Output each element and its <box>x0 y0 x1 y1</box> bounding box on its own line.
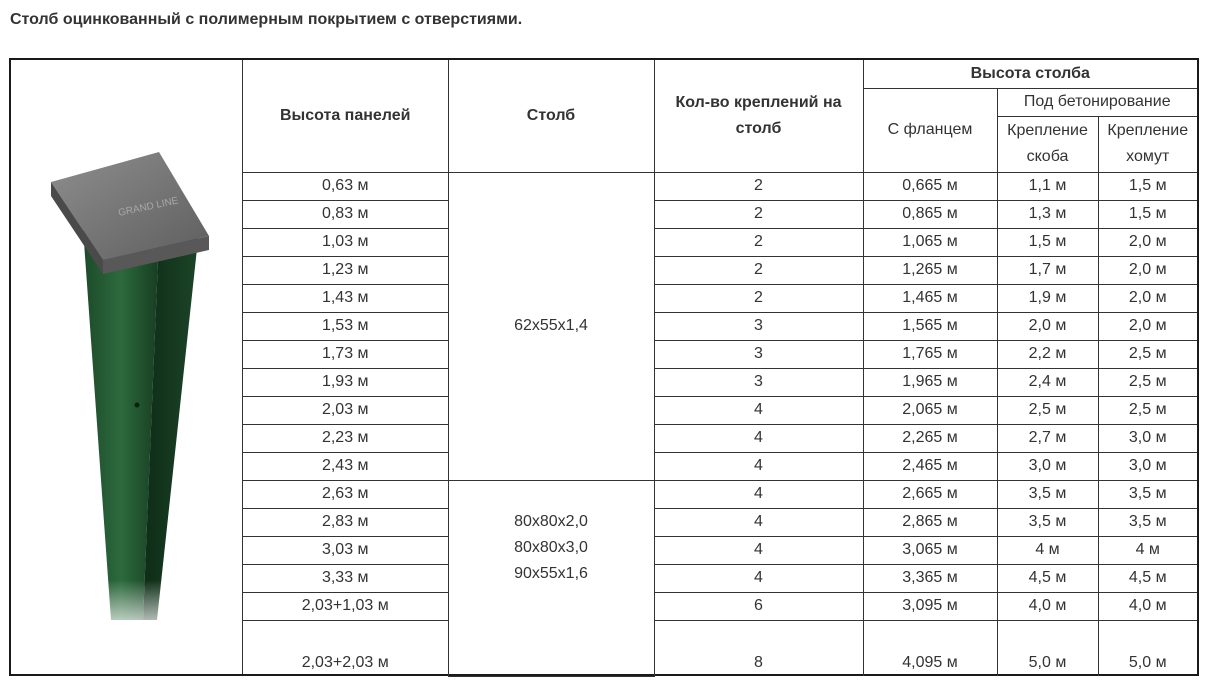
clamp-height-cell: 2,5 м <box>1098 368 1197 396</box>
clamp-height-cell: 2,5 м <box>1098 396 1197 424</box>
fasteners-cell: 6 <box>654 592 863 620</box>
clamp-height-cell: 2,0 м <box>1098 256 1197 284</box>
fence-post-image <box>11 60 242 674</box>
bracket-height-cell: 3,5 м <box>997 480 1098 508</box>
bracket-height-cell: 3,0 м <box>997 452 1098 480</box>
header-post: Столб <box>448 60 654 172</box>
table-row <box>243 340 1197 368</box>
fasteners-cell: 4 <box>654 480 863 508</box>
bracket-height-cell: 1,7 м <box>997 256 1098 284</box>
clamp-height-cell: 2,5 м <box>1098 340 1197 368</box>
flange-height-cell: 1,565 м <box>863 312 997 340</box>
table-row <box>243 592 1197 620</box>
spec-table <box>243 60 1197 677</box>
bracket-height-cell: 5,0 м <box>997 620 1098 676</box>
clamp-height-cell: 3,0 м <box>1098 452 1197 480</box>
clamp-height-cell: 3,5 м <box>1098 508 1197 536</box>
table-row <box>243 480 1197 508</box>
table-row <box>243 396 1197 424</box>
fasteners-cell: 2 <box>654 284 863 312</box>
header-bracket: Крепление скоба <box>997 116 1098 172</box>
panel-height-cell: 1,73 м <box>243 340 448 368</box>
post-size-item: 90x55x1,6 <box>514 564 588 582</box>
post-size-item: 80x80x2,0 <box>514 512 588 530</box>
flange-height-cell: 1,065 м <box>863 228 997 256</box>
page-title: Столб оцинкованный с полимерным покрытием с отверстиями. <box>10 11 523 28</box>
flange-height-cell: 0,665 м <box>863 172 997 200</box>
header-clamp: Крепление хомут <box>1098 116 1197 172</box>
bracket-height-cell: 2,7 м <box>997 424 1098 452</box>
table-row <box>243 312 1197 340</box>
bracket-height-cell: 1,5 м <box>997 228 1098 256</box>
bracket-height-cell: 2,0 м <box>997 312 1098 340</box>
clamp-height-cell: 4 м <box>1098 536 1197 564</box>
product-image-cell <box>11 60 243 674</box>
clamp-height-cell: 5,0 м <box>1098 620 1197 676</box>
panel-height-cell: 2,03+2,03 м <box>243 620 448 676</box>
spec-table-frame <box>9 58 1199 676</box>
panel-height-cell: 1,93 м <box>243 368 448 396</box>
bracket-height-cell: 2,5 м <box>997 396 1098 424</box>
cap-logo-text: GRAND LINE <box>117 195 180 219</box>
panel-height-cell: 0,83 м <box>243 200 448 228</box>
fasteners-cell: 4 <box>654 536 863 564</box>
panel-height-cell: 1,23 м <box>243 256 448 284</box>
flange-height-cell: 1,965 м <box>863 368 997 396</box>
panel-height-cell: 3,03 м <box>243 536 448 564</box>
flange-height-cell: 2,265 м <box>863 424 997 452</box>
flange-height-cell: 2,665 м <box>863 480 997 508</box>
flange-height-cell: 2,465 м <box>863 452 997 480</box>
fasteners-cell: 3 <box>654 368 863 396</box>
table-row <box>243 508 1197 536</box>
fasteners-cell: 4 <box>654 564 863 592</box>
table-row <box>243 172 1197 200</box>
flange-height-cell: 3,065 м <box>863 536 997 564</box>
post-size-cell <box>448 480 654 676</box>
flange-height-cell: 3,095 м <box>863 592 997 620</box>
table-row <box>243 368 1197 396</box>
panel-height-cell: 0,63 м <box>243 172 448 200</box>
post-size-cell: 62x55x1,4 <box>448 172 654 480</box>
clamp-height-cell: 1,5 м <box>1098 172 1197 200</box>
table-row <box>243 200 1197 228</box>
table-row <box>243 564 1197 592</box>
table-row <box>243 256 1197 284</box>
bracket-height-cell: 3,5 м <box>997 508 1098 536</box>
bracket-height-cell: 1,9 м <box>997 284 1098 312</box>
clamp-height-cell: 4,5 м <box>1098 564 1197 592</box>
header-fasteners: Кол-во креплений на столб <box>654 60 863 172</box>
flange-height-cell: 1,465 м <box>863 284 997 312</box>
bracket-height-cell: 4,0 м <box>997 592 1098 620</box>
clamp-height-cell: 3,5 м <box>1098 480 1197 508</box>
panel-height-cell: 1,03 м <box>243 228 448 256</box>
fasteners-cell: 2 <box>654 256 863 284</box>
table-row <box>243 452 1197 480</box>
header-flange: С фланцем <box>863 88 997 172</box>
header-panel-height: Высота панелей <box>243 60 448 172</box>
fasteners-cell: 3 <box>654 340 863 368</box>
table-row <box>243 284 1197 312</box>
panel-height-cell: 1,53 м <box>243 312 448 340</box>
clamp-height-cell: 1,5 м <box>1098 200 1197 228</box>
table-row <box>243 424 1197 452</box>
fasteners-cell: 8 <box>654 620 863 676</box>
flange-height-cell: 2,865 м <box>863 508 997 536</box>
clamp-height-cell: 3,0 м <box>1098 424 1197 452</box>
clamp-height-cell: 2,0 м <box>1098 284 1197 312</box>
panel-height-cell: 2,23 м <box>243 424 448 452</box>
table-row <box>243 620 1197 676</box>
flange-height-cell: 4,095 м <box>863 620 997 676</box>
header-post-height: Высота столба <box>863 60 1197 88</box>
panel-height-cell: 2,63 м <box>243 480 448 508</box>
fasteners-cell: 2 <box>654 228 863 256</box>
bracket-height-cell: 4 м <box>997 536 1098 564</box>
clamp-height-cell: 4,0 м <box>1098 592 1197 620</box>
clamp-height-cell: 2,0 м <box>1098 228 1197 256</box>
flange-height-cell: 1,265 м <box>863 256 997 284</box>
panel-height-cell: 3,33 м <box>243 564 448 592</box>
fasteners-cell: 2 <box>654 200 863 228</box>
clamp-height-cell: 2,0 м <box>1098 312 1197 340</box>
panel-height-cell: 2,03+1,03 м <box>243 592 448 620</box>
panel-height-cell: 2,83 м <box>243 508 448 536</box>
flange-height-cell: 1,765 м <box>863 340 997 368</box>
flange-height-cell: 3,365 м <box>863 564 997 592</box>
fasteners-cell: 4 <box>654 508 863 536</box>
bracket-height-cell: 4,5 м <box>997 564 1098 592</box>
bracket-height-cell: 2,4 м <box>997 368 1098 396</box>
bracket-height-cell: 2,2 м <box>997 340 1098 368</box>
flange-height-cell: 2,065 м <box>863 396 997 424</box>
panel-height-cell: 1,43 м <box>243 284 448 312</box>
header-concrete: Под бетонирование <box>997 88 1197 116</box>
panel-height-cell: 2,03 м <box>243 396 448 424</box>
flange-height-cell: 0,865 м <box>863 200 997 228</box>
bracket-height-cell: 1,1 м <box>997 172 1098 200</box>
fasteners-cell: 4 <box>654 396 863 424</box>
bracket-height-cell: 1,3 м <box>997 200 1098 228</box>
fasteners-cell: 3 <box>654 312 863 340</box>
spec-table-body <box>243 172 1197 676</box>
fasteners-cell: 4 <box>654 452 863 480</box>
post-size-item: 80x80x3,0 <box>514 538 588 556</box>
panel-height-cell: 2,43 м <box>243 452 448 480</box>
table-row <box>243 228 1197 256</box>
fasteners-cell: 2 <box>654 172 863 200</box>
fasteners-cell: 4 <box>654 424 863 452</box>
table-row <box>243 536 1197 564</box>
